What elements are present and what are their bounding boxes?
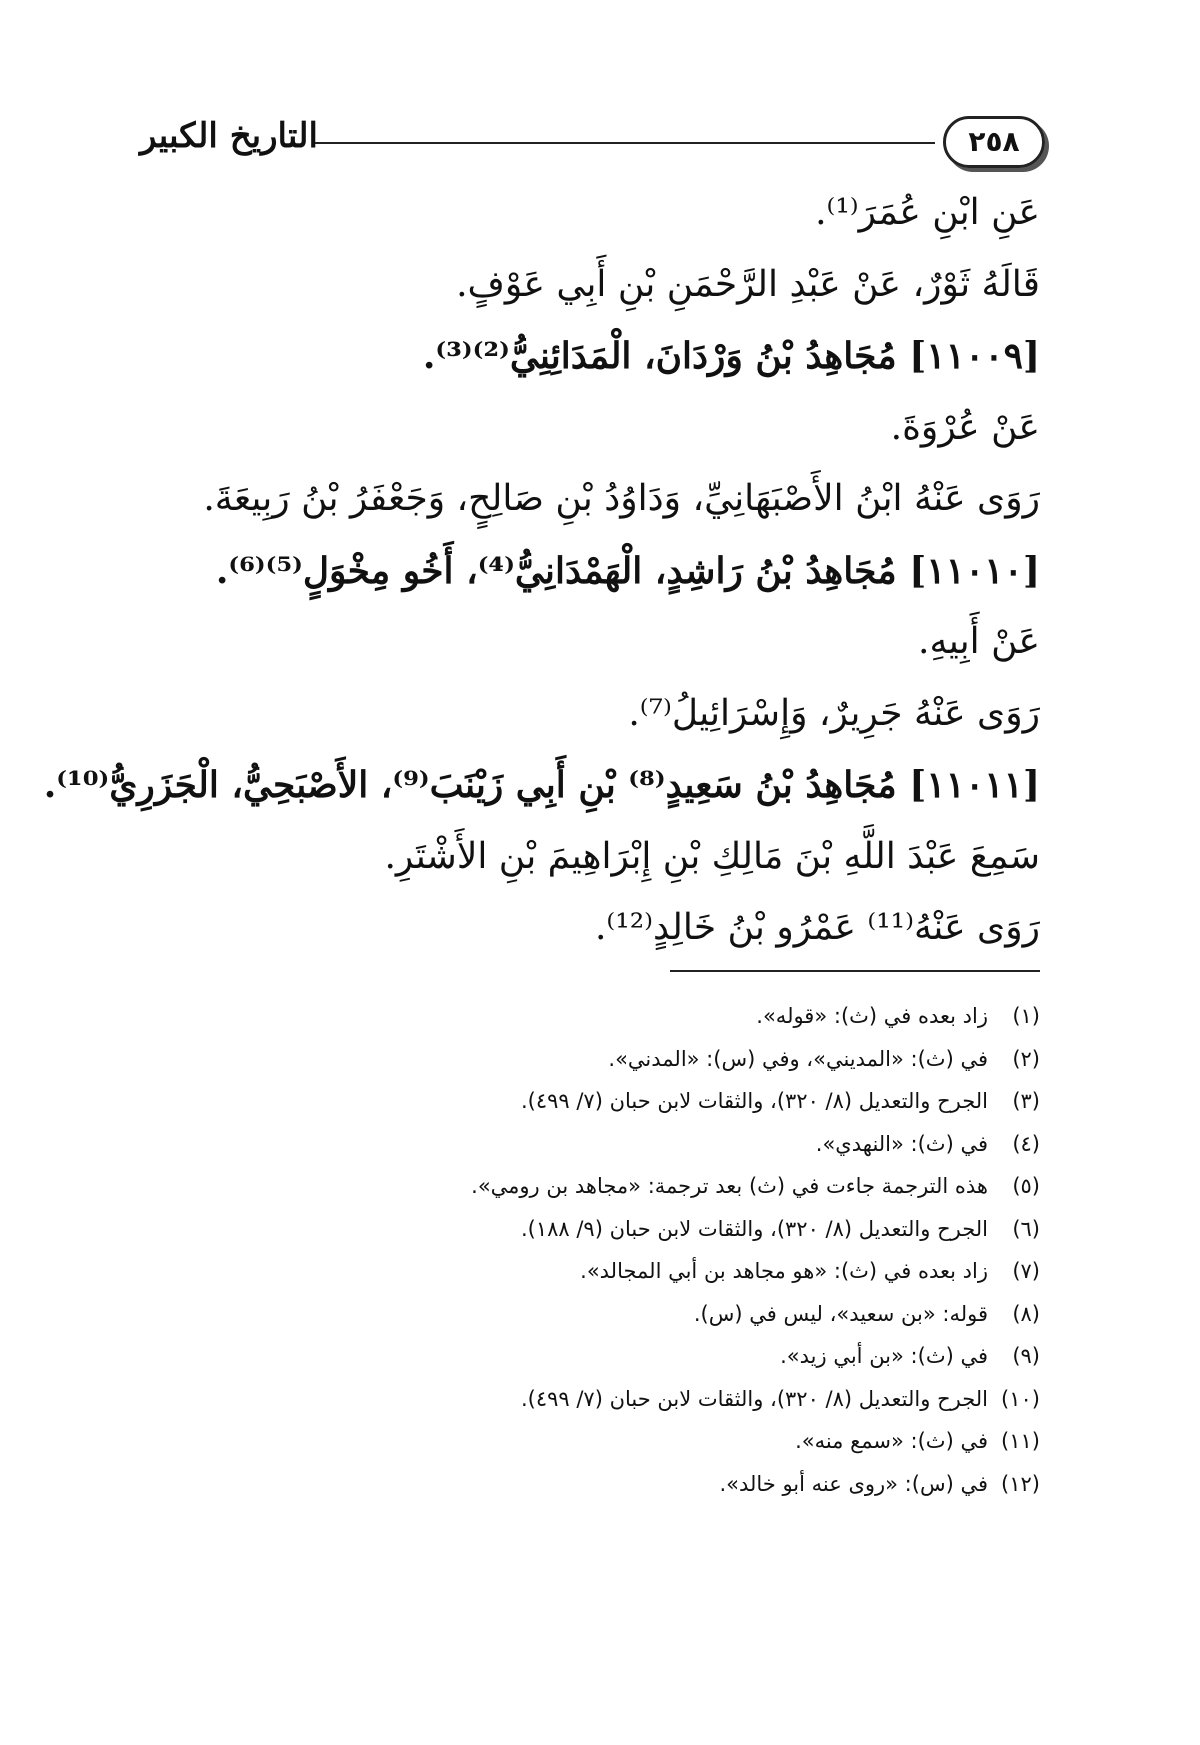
footnote (140, 1420, 1040, 1463)
footnote-text: هذه الترجمة جاءت في (ث) بعد ترجمة: «مجاهد بن رومي». (471, 1174, 988, 1198)
footnote-number: (١١) (1001, 1429, 1040, 1453)
footnote-number: (١) (1012, 1004, 1040, 1028)
footnote (140, 1038, 1040, 1081)
footnote (140, 1463, 1040, 1506)
footnotes (140, 995, 1040, 1505)
footnote (140, 1165, 1040, 1208)
footnote-number: (٩) (1012, 1344, 1040, 1368)
text-line: قَالَهُ ثَوْرٌ، عَنْ عَبْدِ الرَّحْمَنِ بْنِ أَبِي عَوْفٍ. (456, 263, 1040, 305)
footnote (140, 1378, 1040, 1421)
footnote-number: (١٠) (1001, 1386, 1040, 1411)
footnote-text: قوله: «بن سعيد»، ليس في (س). (693, 1301, 988, 1326)
text-line: عَنْ عُرْوَةَ. (890, 406, 1040, 448)
text-line: رَوَى عَنْهُ⁽¹¹⁾ عَمْرُو بْنُ خَالِدٍ⁽¹²⁾. (594, 907, 1040, 948)
footnote-text: في (س): «روى عنه أبو خالد». (719, 1471, 988, 1496)
footnote-separator (670, 970, 1040, 972)
text-line: عَنْ أَبِيهِ. (918, 621, 1040, 662)
text-line: سَمِعَ عَبْدَ اللَّهِ بْنَ مَالِكِ بْنِ إِبْرَاهِيمَ بْنِ الأَشْتَرِ. (384, 835, 1040, 877)
footnote-text: في (ث): «النهدي». (815, 1131, 988, 1156)
footnote-text: الجرح والتعديل (٨/ ٣٢٠)، والثقات لابن حبان (٩/ ١٨٨). (520, 1216, 988, 1241)
footnote-number: (٢) (1012, 1046, 1040, 1071)
footnote-text: في (ث): «بن أبي زيد». (780, 1344, 988, 1368)
text-line: رَوَى عَنْهُ جَرِيرٌ، وَإِسْرَائِيلُ⁽⁷⁾. (628, 692, 1040, 734)
footnote-number: (٥) (1012, 1174, 1040, 1198)
footnote (140, 1123, 1040, 1166)
footnote-text: في (ث): «سمع منه». (795, 1429, 988, 1453)
footnote (140, 1080, 1040, 1123)
footnote-number: (١٢) (1001, 1471, 1040, 1496)
footnote-text: الجرح والتعديل (٨/ ٣٢٠)، والثقات لابن حبان (٧/ ٤٩٩). (520, 1386, 988, 1411)
footnote-text: زاد بعده في (ث): «قوله». (756, 1004, 988, 1028)
footnote (140, 1208, 1040, 1251)
header-rule (315, 142, 935, 144)
text-line: رَوَى عَنْهُ ابْنُ الأَصْبَهَانِيِّ، وَدَاوُدُ بْنِ صَالِحٍ، وَجَعْفَرُ بْنُ رَبِيعَةَ. (203, 478, 1040, 519)
footnote-text: الجرح والتعديل (٨/ ٣٢٠)، والثقات لابن حبان (٧/ ٤٩٩). (520, 1089, 988, 1113)
footnote-number: (٤) (1012, 1131, 1040, 1156)
footnote-number: (٧) (1012, 1259, 1040, 1283)
footnote-number: (٦) (1012, 1216, 1040, 1241)
footnote-number: (٣) (1012, 1089, 1040, 1113)
book-title: التاريخ الكبير (140, 116, 318, 156)
footnote (140, 1335, 1040, 1378)
footnote-text: في (ث): «المديني»، وفي (س): «المدني». (608, 1046, 988, 1071)
main-text (43, 188, 1040, 975)
entry-heading: [١١٠١٠] مُجَاهِدُ بْنُ رَاشِدٍ، الْهَمْدَانِيُّ⁽⁴⁾، أَخُو مِخْوَلٍ⁽⁵⁾⁽⁶⁾. (215, 549, 1040, 592)
footnote (140, 1293, 1040, 1336)
text-line: عَنِ ابْنِ عُمَرَ⁽¹⁾. (815, 192, 1040, 233)
running-header (140, 108, 1045, 178)
entry-heading: [١١٠٠٩] مُجَاهِدُ بْنُ وَرْدَانَ، الْمَدَائِنِيُّ⁽²⁾⁽³⁾. (422, 335, 1040, 377)
footnote (140, 995, 1040, 1038)
entry-heading: [١١٠١١] مُجَاهِدُ بْنُ سَعِيدٍ⁽⁸⁾ بْنِ أَبِي زَيْنَبَ⁽⁹⁾، الأَصْبَحِيُّ، الْجَزَرِيُّ⁽¹⁰⁾. (43, 764, 1040, 806)
footnote-number: (٨) (1012, 1301, 1040, 1326)
page-number: ٢٥٨ (943, 116, 1045, 168)
footnote (140, 1250, 1040, 1293)
footnote-text: زاد بعده في (ث): «هو مجاهد بن أبي المجالد». (580, 1259, 988, 1283)
